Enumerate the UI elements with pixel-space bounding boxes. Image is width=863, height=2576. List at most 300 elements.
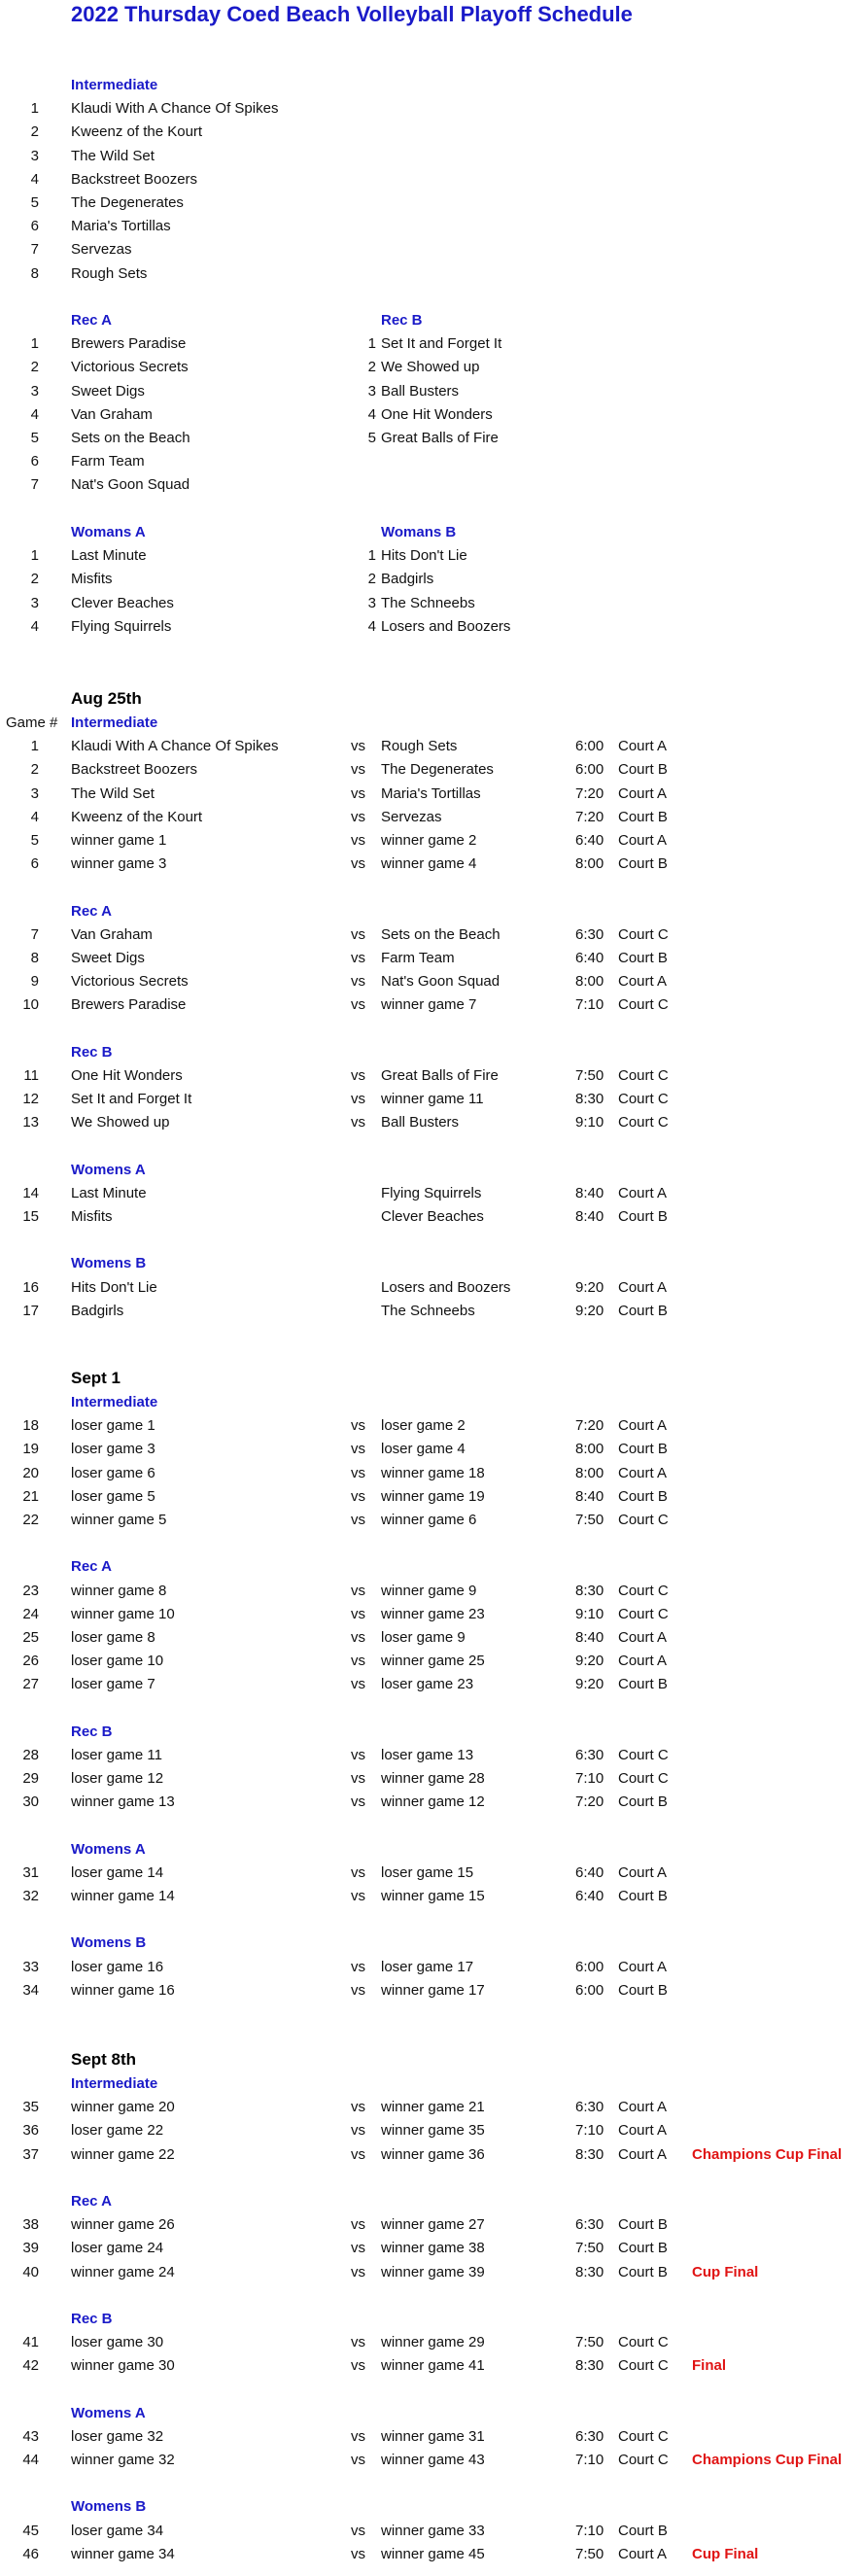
team-name: Sweet Digs — [71, 382, 145, 400]
game-row — [0, 1509, 863, 1532]
team-b: winner game 36 — [381, 2145, 485, 2163]
game-row — [0, 2119, 863, 2142]
game-row — [0, 1276, 863, 1300]
team-a: Badgirls — [71, 1302, 124, 1319]
day-aug-25 — [0, 686, 863, 1323]
seed-row — [0, 262, 863, 286]
seed-number: 2 — [30, 123, 39, 141]
spacer — [0, 2472, 863, 2495]
game-time: 8:30 — [575, 2357, 604, 2375]
game-time: 7:20 — [575, 808, 604, 825]
game-time: 6:40 — [575, 1863, 604, 1881]
game-number: 2 — [30, 761, 39, 779]
team-a: loser game 22 — [71, 2122, 164, 2140]
game-court: Court C — [618, 1114, 669, 1131]
team-b: The Schneebs — [381, 1302, 475, 1319]
team-a: winner game 14 — [71, 1887, 175, 1904]
game-row — [0, 2520, 863, 2543]
vs-label: vs — [351, 808, 365, 825]
team-b: loser game 4 — [381, 1441, 466, 1458]
team-a: loser game 5 — [71, 1487, 155, 1505]
game-number: 19 — [22, 1441, 39, 1458]
game-time: 9:20 — [575, 1302, 604, 1319]
game-row — [0, 1438, 863, 1461]
game-time: 7:10 — [575, 2452, 604, 2468]
game-time: 7:50 — [575, 1066, 604, 1084]
seed-number: 2 — [367, 359, 376, 376]
section-label: Intermediate — [71, 714, 158, 731]
game-row — [0, 1885, 863, 1908]
game-time: 7:10 — [575, 2522, 604, 2539]
game-time: 8:40 — [575, 1628, 604, 1646]
team-a: loser game 8 — [71, 1628, 155, 1646]
game-row — [0, 1650, 863, 1673]
game-time: 8:30 — [575, 2145, 604, 2163]
game-time: 8:00 — [575, 973, 604, 991]
section-label: Womans B — [381, 524, 457, 540]
section-header — [0, 1159, 863, 1182]
seeds-intermediate — [0, 74, 863, 286]
game-court: Court C — [618, 1770, 669, 1787]
game-number: 43 — [22, 2427, 39, 2445]
game-court: Court A — [618, 784, 668, 802]
team-b: winner game 41 — [381, 2357, 485, 2375]
seeds-rec — [0, 309, 863, 498]
vs-label: vs — [351, 2122, 365, 2140]
vs-label: vs — [351, 1605, 365, 1622]
game-number: 5 — [30, 831, 39, 849]
seed-row — [0, 473, 863, 497]
team-a: loser game 24 — [71, 2240, 164, 2257]
game-number: 23 — [22, 1582, 39, 1599]
game-time: 9:10 — [575, 1605, 604, 1622]
game-number: 25 — [22, 1628, 39, 1646]
game-time: 9:20 — [575, 1278, 604, 1296]
team-a: loser game 34 — [71, 2522, 164, 2539]
game-row — [0, 2096, 863, 2119]
seed-number: 1 — [30, 547, 39, 565]
seed-number: 1 — [30, 100, 39, 118]
game-row — [0, 2543, 863, 2566]
game-number: 40 — [22, 2263, 39, 2280]
game-row — [0, 1744, 863, 1767]
team-name: Victorious Secrets — [71, 359, 189, 376]
vs-label: vs — [351, 1066, 365, 1084]
section-header — [0, 2308, 863, 2331]
game-court: Court A — [618, 2122, 668, 2140]
team-b: loser game 23 — [381, 1676, 474, 1693]
vs-label: vs — [351, 973, 365, 991]
game-court: Court A — [618, 1958, 668, 1975]
game-row — [0, 923, 863, 947]
spacer — [0, 1229, 863, 1252]
team-name: Set It and Forget It — [381, 335, 502, 353]
team-b: Farm Team — [381, 949, 455, 966]
seed-row — [0, 403, 863, 427]
seed-number: 4 — [367, 617, 376, 635]
seed-list — [0, 544, 863, 639]
seed-number: 1 — [367, 335, 376, 353]
vs-label: vs — [351, 1863, 365, 1881]
team-b: Rough Sets — [381, 738, 458, 755]
game-time: 6:00 — [575, 1981, 604, 1999]
team-name: One Hit Wonders — [381, 405, 493, 423]
game-court: Court C — [618, 2334, 669, 2351]
game-time: 7:50 — [575, 2545, 604, 2562]
vs-label: vs — [351, 1417, 365, 1435]
game-time: 6:00 — [575, 1958, 604, 1975]
game-number: 29 — [22, 1770, 39, 1787]
seed-row — [0, 356, 863, 379]
day-sept-1 — [0, 1366, 863, 2002]
vs-label: vs — [351, 1582, 365, 1599]
game-court: Court B — [618, 1887, 668, 1904]
game-time: 8:40 — [575, 1487, 604, 1505]
game-number: 12 — [22, 1091, 39, 1107]
seed-number: 3 — [367, 594, 376, 611]
team-name: Rough Sets — [71, 264, 148, 282]
team-a: Sweet Digs — [71, 949, 145, 966]
team-a: winner game 22 — [71, 2145, 175, 2163]
seed-row — [0, 238, 863, 261]
game-number: 33 — [22, 1958, 39, 1975]
game-court: Court B — [618, 2522, 668, 2539]
team-a: loser game 14 — [71, 1863, 164, 1881]
game-row — [0, 1603, 863, 1626]
team-b: winner game 2 — [381, 831, 477, 849]
game-row — [0, 758, 863, 782]
team-a: winner game 20 — [71, 2099, 175, 2116]
game-number: 39 — [22, 2240, 39, 2257]
final-note: Cup Final — [692, 2263, 759, 2280]
game-court: Court B — [618, 2240, 668, 2257]
team-a: loser game 6 — [71, 1464, 155, 1481]
section-label: Rec A — [71, 2192, 112, 2210]
team-a: Klaudi With A Chance Of Spikes — [71, 738, 279, 755]
section-label: Intermediate — [71, 77, 158, 93]
seed-list — [0, 332, 863, 497]
game-time: 7:10 — [575, 2122, 604, 2140]
game-court: Court B — [618, 1302, 668, 1319]
game-time: 9:10 — [575, 1114, 604, 1131]
game-row — [0, 829, 863, 853]
team-b: winner game 19 — [381, 1487, 485, 1505]
seed-number: 2 — [367, 571, 376, 588]
game-court: Court B — [618, 1676, 668, 1693]
section-label: Intermediate — [71, 2075, 158, 2092]
team-name: The Schneebs — [381, 594, 475, 611]
vs-label: vs — [351, 1746, 365, 1763]
team-a: Misfits — [71, 1207, 113, 1225]
section-header — [0, 2495, 863, 2519]
day-date: Sept 8th — [71, 2050, 137, 2069]
game-court: Court C — [618, 1511, 669, 1528]
game-court: Court B — [618, 2263, 668, 2280]
game-court: Court B — [618, 1207, 668, 1225]
team-b: Servezas — [381, 808, 442, 825]
game-court: Court B — [618, 761, 668, 779]
seed-number: 5 — [30, 193, 39, 211]
section-label: Intermediate — [71, 1394, 158, 1410]
team-name: Great Balls of Fire — [381, 429, 499, 446]
spacer — [0, 1017, 863, 1040]
game-court: Court A — [618, 1863, 668, 1881]
game-number: 3 — [30, 784, 39, 802]
team-a: winner game 34 — [71, 2545, 175, 2562]
spacer — [0, 2378, 863, 2401]
game-court: Court A — [618, 1628, 668, 1646]
game-court: Court C — [618, 2427, 669, 2445]
game-number: 6 — [30, 855, 39, 873]
game-time: 8:00 — [575, 855, 604, 873]
section-header — [0, 2190, 863, 2213]
vs-label: vs — [351, 925, 365, 943]
game-number: 22 — [22, 1511, 39, 1528]
team-name: Farm Team — [71, 453, 145, 470]
game-time: 6:30 — [575, 2427, 604, 2445]
game-court: Court A — [618, 1278, 668, 1296]
team-b: Flying Squirrels — [381, 1184, 482, 1201]
spacer — [0, 876, 863, 899]
team-b: winner game 18 — [381, 1464, 485, 1481]
team-a: Kweenz of the Kourt — [71, 808, 203, 825]
game-number: 4 — [30, 808, 39, 825]
game-court: Court A — [618, 738, 668, 755]
section-header — [0, 1041, 863, 1064]
game-number: 32 — [22, 1887, 39, 1904]
team-a: winner game 5 — [71, 1511, 167, 1528]
team-a: loser game 30 — [71, 2334, 164, 2351]
game-court: Court A — [618, 973, 668, 991]
final-note: Final — [692, 2357, 727, 2375]
game-time: 6:00 — [575, 761, 604, 779]
team-b: winner game 17 — [381, 1981, 485, 1999]
vs-label: vs — [351, 2427, 365, 2445]
game-number: 13 — [22, 1114, 39, 1131]
game-number: 34 — [22, 1981, 39, 1999]
vs-label: vs — [351, 1441, 365, 1458]
team-name: Servezas — [71, 241, 132, 259]
team-a: winner game 24 — [71, 2263, 175, 2280]
game-row — [0, 2354, 863, 2378]
seed-row — [0, 568, 863, 591]
seed-number: 6 — [30, 453, 39, 470]
seed-number: 5 — [367, 429, 376, 446]
game-row — [0, 1485, 863, 1509]
game-number: 37 — [22, 2145, 39, 2163]
team-name: We Showed up — [381, 359, 480, 376]
section-label: Womens B — [71, 2498, 147, 2516]
team-name: Losers and Boozers — [381, 617, 511, 635]
game-row — [0, 853, 863, 876]
game-time: 7:50 — [575, 1511, 604, 1528]
game-court: Court B — [618, 1981, 668, 1999]
game-number: 1 — [30, 738, 39, 755]
game-court: Court C — [618, 1066, 669, 1084]
game-time: 9:20 — [575, 1653, 604, 1670]
section-header — [0, 712, 863, 735]
page-title: 2022 Thursday Coed Beach Volleyball Playoff Schedule — [71, 2, 633, 26]
game-row — [0, 1462, 863, 1485]
game-time: 8:00 — [575, 1464, 604, 1481]
seed-row — [0, 168, 863, 191]
game-court: Court C — [618, 2452, 669, 2468]
vs-label: vs — [351, 2522, 365, 2539]
team-a: winner game 26 — [71, 2216, 175, 2234]
vs-label: vs — [351, 1958, 365, 1975]
game-court: Court C — [618, 1746, 669, 1763]
team-b: Great Balls of Fire — [381, 1066, 499, 1084]
team-a: winner game 3 — [71, 855, 167, 873]
seed-row — [0, 380, 863, 403]
team-b: winner game 4 — [381, 855, 477, 873]
game-row — [0, 1767, 863, 1791]
game-number: 27 — [22, 1676, 39, 1693]
vs-label: vs — [351, 2240, 365, 2257]
game-court: Court C — [618, 2357, 669, 2375]
day-date: Aug 25th — [71, 689, 142, 708]
game-number: 9 — [30, 973, 39, 991]
team-b: winner game 12 — [381, 1793, 485, 1811]
vs-label: vs — [351, 738, 365, 755]
team-name: Hits Don't Lie — [381, 547, 467, 565]
game-court: Court B — [618, 1487, 668, 1505]
section-label: Rec B — [71, 1723, 113, 1740]
seed-number: 1 — [30, 335, 39, 353]
seed-number: 8 — [30, 264, 39, 282]
game-court: Court A — [618, 1464, 668, 1481]
section-header — [0, 900, 863, 923]
team-a: Set It and Forget It — [71, 1091, 192, 1107]
section-header — [0, 1838, 863, 1862]
team-b: winner game 43 — [381, 2452, 485, 2468]
vs-label: vs — [351, 949, 365, 966]
vs-label: vs — [351, 761, 365, 779]
team-b: loser game 17 — [381, 1958, 474, 1975]
section-label: Womens A — [71, 2404, 146, 2421]
vs-label: vs — [351, 996, 365, 1014]
game-number: 14 — [22, 1184, 39, 1201]
seed-number: 4 — [30, 617, 39, 635]
vs-label: vs — [351, 2452, 365, 2468]
section-label: Womens B — [71, 1934, 147, 1952]
team-b: winner game 33 — [381, 2522, 485, 2539]
section-header — [0, 1721, 863, 1744]
game-court: Court A — [618, 1653, 668, 1670]
game-court: Court A — [618, 2545, 668, 2562]
game-court: Court A — [618, 831, 668, 849]
vs-label: vs — [351, 2545, 365, 2562]
vs-label: vs — [351, 1981, 365, 1999]
team-b: winner game 21 — [381, 2099, 485, 2116]
game-number: 28 — [22, 1746, 39, 1763]
team-a: winner game 30 — [71, 2357, 175, 2375]
game-row — [0, 2449, 863, 2472]
game-time: 7:50 — [575, 2334, 604, 2351]
team-a: winner game 8 — [71, 1582, 167, 1599]
team-b: winner game 39 — [381, 2263, 485, 2280]
game-court: Court A — [618, 1417, 668, 1435]
team-b: winner game 11 — [381, 1091, 484, 1107]
team-b: loser game 2 — [381, 1417, 466, 1435]
game-number: 26 — [22, 1653, 39, 1670]
team-name: Misfits — [71, 571, 113, 588]
team-name: Backstreet Boozers — [71, 170, 198, 188]
spacer — [0, 1134, 863, 1158]
team-a: One Hit Wonders — [71, 1066, 183, 1084]
team-a: loser game 10 — [71, 1653, 164, 1670]
vs-label: vs — [351, 1628, 365, 1646]
game-court: Court B — [618, 949, 668, 966]
seed-row — [0, 332, 863, 356]
team-name: Van Graham — [71, 405, 153, 423]
section-label: Rec B — [71, 2310, 113, 2327]
spacer — [0, 2284, 863, 2308]
game-time: 8:40 — [575, 1184, 604, 1201]
team-a: winner game 1 — [71, 831, 167, 849]
team-b: Losers and Boozers — [381, 1278, 511, 1296]
game-time: 6:30 — [575, 1746, 604, 1763]
team-b: Ball Busters — [381, 1114, 460, 1131]
game-number: 44 — [22, 2452, 39, 2468]
section-label: Womans A — [71, 524, 146, 540]
game-time: 8:40 — [575, 1207, 604, 1225]
team-b: winner game 27 — [381, 2216, 485, 2234]
vs-label: vs — [351, 2334, 365, 2351]
section-header — [0, 1252, 863, 1275]
game-time: 7:20 — [575, 784, 604, 802]
spacer — [0, 1532, 863, 1555]
game-row — [0, 1205, 863, 1229]
game-court: Court B — [618, 1441, 668, 1458]
game-row — [0, 2331, 863, 2354]
game-number: 18 — [22, 1417, 39, 1435]
section-label: Rec A — [71, 902, 112, 920]
game-row — [0, 1956, 863, 1979]
seeds-womens — [0, 521, 863, 639]
team-b: loser game 13 — [381, 1746, 474, 1763]
vs-label: vs — [351, 1464, 365, 1481]
vs-label: vs — [351, 1487, 365, 1505]
seed-list — [0, 97, 863, 286]
section-label: Rec B — [381, 312, 423, 329]
final-note: Cup Final — [692, 2545, 759, 2562]
team-name: Sets on the Beach — [71, 429, 190, 446]
game-court: Court C — [618, 1091, 669, 1107]
game-court: Court B — [618, 2216, 668, 2234]
team-a: Brewers Paradise — [71, 996, 187, 1014]
team-name: Clever Beaches — [71, 594, 174, 611]
game-number: 31 — [22, 1863, 39, 1881]
game-time: 8:00 — [575, 1441, 604, 1458]
game-court: Court C — [618, 1605, 669, 1622]
team-name: Brewers Paradise — [71, 335, 187, 353]
seed-number: 7 — [30, 241, 39, 259]
spacer — [0, 1908, 863, 1932]
game-time: 8:30 — [575, 1582, 604, 1599]
game-time: 7:50 — [575, 2240, 604, 2257]
section-label: Womens A — [71, 1161, 146, 1178]
day-sept-8 — [0, 2047, 863, 2566]
game-row — [0, 1580, 863, 1603]
spacer — [0, 2167, 863, 2190]
section-label: Womens B — [71, 1255, 147, 1272]
team-name: Klaudi With A Chance Of Spikes — [71, 100, 279, 118]
team-a: loser game 7 — [71, 1676, 155, 1693]
team-b: loser game 9 — [381, 1628, 466, 1646]
team-a: Last Minute — [71, 1184, 147, 1201]
vs-label: vs — [351, 1114, 365, 1131]
